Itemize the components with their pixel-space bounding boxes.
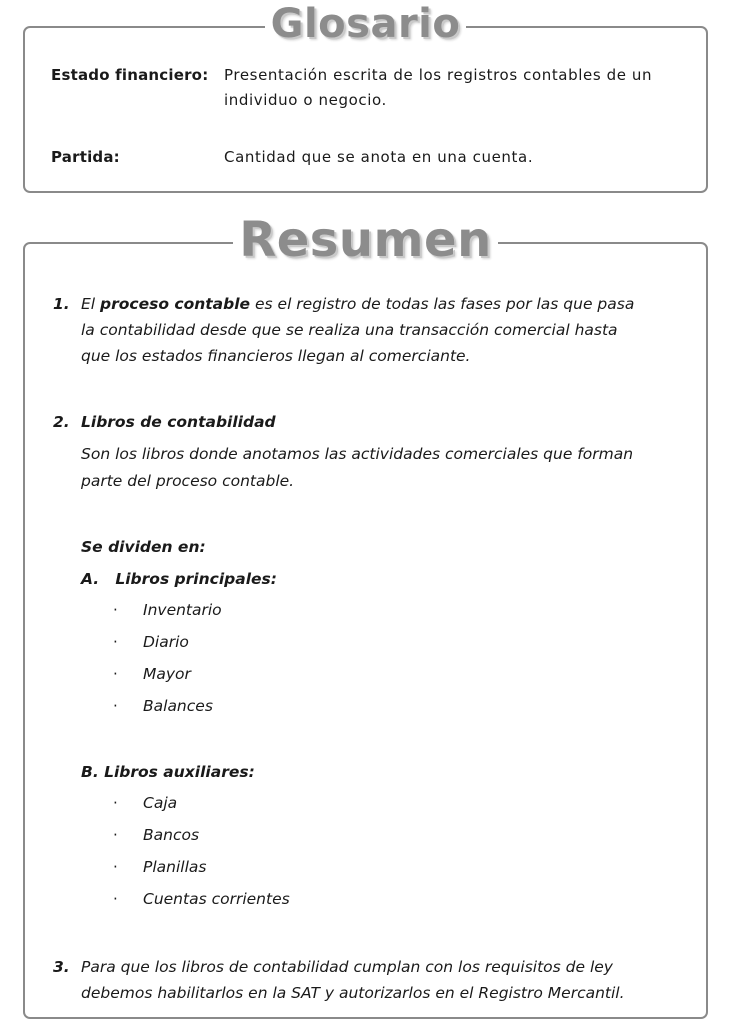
item1-pre: El [81, 295, 101, 313]
glosario-title-text: Glosario [265, 1, 467, 47]
list-item: Inventario [143, 601, 222, 619]
glossary-definition: Cantidad que se anota en una cuenta. [224, 148, 534, 166]
item1-line2: la contabilidad desde que se realiza una transacción comercial hasta [81, 321, 618, 339]
bullet: · [113, 665, 118, 683]
list-item: Planillas [143, 858, 207, 876]
item1-post: es el registro de todas las fases por las que pasa [250, 295, 635, 313]
glossary-term: Partida: [51, 148, 120, 166]
list-item: Bancos [143, 826, 200, 844]
group-b-label: B. Libros auxiliares: [81, 763, 255, 781]
bullet: · [113, 858, 118, 876]
glosario-box [23, 1, 708, 193]
bullet: · [113, 601, 118, 619]
glosario-title [25, 0, 706, 48]
item-number: 1. [53, 295, 70, 313]
glossary-term: Estado financiero: [51, 66, 209, 84]
item1-bold-term: proceso contable [100, 295, 251, 313]
list-item: Mayor [143, 665, 191, 683]
bullet: · [113, 826, 118, 844]
item1-line3: que los estados financieros llegan al comerciante. [81, 347, 471, 365]
item3-line1: Para que los libros de contabilidad cumplan con los requisitos de ley [81, 958, 613, 976]
group-a-label: A. Libros principales: [81, 570, 277, 588]
list-item: Balances [143, 697, 213, 715]
item1-line1 [81, 291, 634, 317]
item2-heading: Libros de contabilidad [81, 413, 276, 431]
bullet: · [113, 697, 118, 715]
item3-line2: debemos habilitarlos en la SAT y autorizarlos en el Registro Mercantil. [81, 984, 625, 1002]
item-number: 2. [53, 413, 70, 431]
resumen-title [25, 212, 706, 268]
list-item: Diario [143, 633, 189, 651]
list-item: Caja [143, 794, 178, 812]
divided-heading: Se dividen en: [81, 538, 206, 556]
bullet: · [113, 794, 118, 812]
resumen-title-text: Resumen [233, 212, 498, 268]
item2-line1: Son los libros donde anotamos las actividades comerciales que forman [81, 445, 634, 463]
resumen-box [23, 212, 708, 1019]
item-number: 3. [53, 958, 70, 976]
bullet: · [113, 633, 118, 651]
glossary-definition: Presentación escrita de los registros contables de un individuo o negocio. [224, 66, 653, 109]
bullet: · [113, 890, 118, 908]
list-item: Cuentas corrientes [143, 890, 290, 908]
item2-line2: parte del proceso contable. [81, 472, 295, 490]
